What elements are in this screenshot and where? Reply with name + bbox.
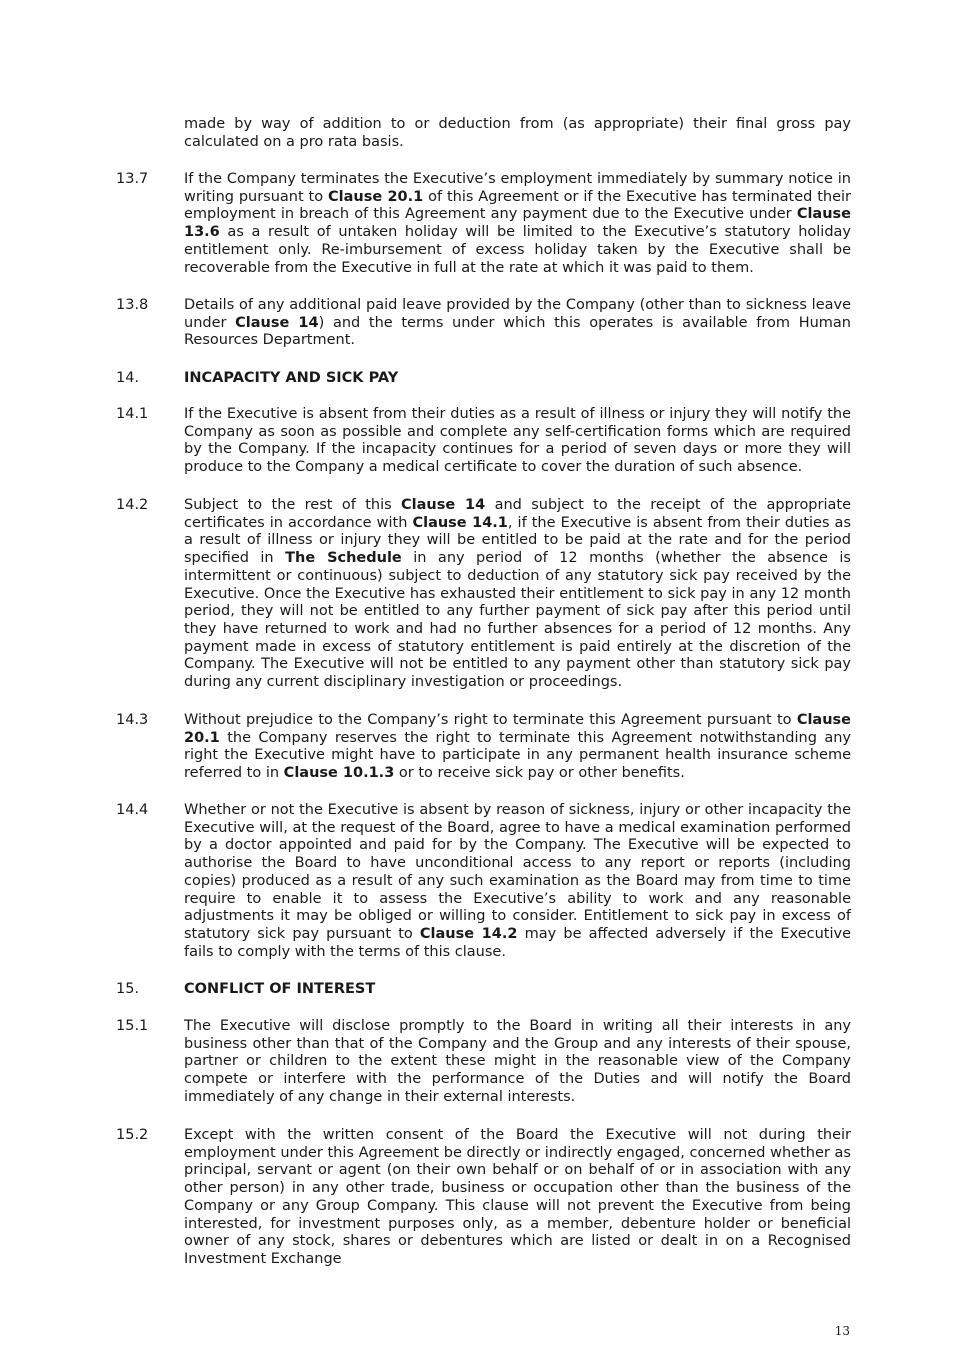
section-title: CONFLICT OF INTEREST bbox=[184, 981, 376, 997]
continuation-paragraph bbox=[116, 116, 851, 151]
clause-14-3 bbox=[116, 712, 851, 783]
page-number: 13 bbox=[834, 1324, 850, 1338]
clause-number: 15.2 bbox=[116, 1127, 149, 1143]
section-number: 14. bbox=[116, 370, 140, 386]
clause-15-1 bbox=[116, 1018, 851, 1107]
clause-number: 14.1 bbox=[116, 406, 149, 422]
section-heading-15 bbox=[116, 981, 851, 999]
clause-text: Subject to the rest of this Clause 14 and subject to the receipt of the appropriate certificates in accordance with Clause 14.1, if the Executive is absent from their duties as a result of illness or injury they will be entitled to be paid at the rate and for the period specified in The Schedule in any period of 12 months (whether the absence is intermittent or continuous) subject to deduction of any statutory sick pay received by the Executive. Once the Executive has exhausted their entitlement to sick pay in any 12 month period, they will not be entitled to any further payment of sick pay after this period until they have returned to work and had no further absences for a period of 12 months. Any payment made in excess of statutory entitlement is paid entirely at the discretion of the Company. The Executive will not be entitled to any payment other than statutory sick pay during any current disciplinary investigation or proceedings. bbox=[184, 497, 851, 691]
clause-13-8 bbox=[116, 297, 851, 350]
clause-reference: Clause 14 bbox=[235, 314, 319, 331]
clause-reference: Clause 14.2 bbox=[419, 925, 518, 942]
clause-text: Except with the written consent of the Board the Executive will not during their employment under this Agreement be directly or indirectly engaged, concerned whether as principal, servant or agent (on their own behalf or on behalf of or in association with any other person) in any other trade, business or occupation other than the business of the Company or any Group Company. This clause will not prevent the Executive from being interested, for investment purposes only, as a member, debenture holder or beneficial owner of any stock, shares or debentures which are listed or dealt in on a Recognised Investment Exchange bbox=[184, 1127, 851, 1267]
clause-number: 13.7 bbox=[116, 171, 149, 187]
clause-14-4 bbox=[116, 802, 851, 961]
clause-reference: Clause 20.1 bbox=[184, 712, 851, 746]
clause-number: 14.2 bbox=[116, 497, 149, 513]
clause-13-7 bbox=[116, 171, 851, 277]
clause-reference: Clause 13.6 bbox=[184, 206, 851, 241]
paragraph-text: made by way of addition to or deduction from (as appropriate) their final gross pay calculated on a pro rata basis. bbox=[184, 116, 851, 150]
clause-number: 14.4 bbox=[116, 802, 149, 818]
clause-text: Whether or not the Executive is absent by reason of sickness, injury or other incapacity the Executive will, at the request of the Board, agree to have a medical examination performed by a doctor appointed and paid for by the Company. The Executive will be expected to authorise the Board to have unconditional access to any report or reports (including copies) produced as a result of any such examination as the Board may from time to time require to enable it to assess the Executive’s ability to work and any reasonable adjustments it may be obliged or willing to consider. Entitlement to sick pay in excess of statutory sick pay pursuant to Clause 14.2 may be affected adversely if the Executive fails to comply with the terms of this clause. bbox=[184, 802, 851, 960]
section-number: 15. bbox=[116, 981, 140, 997]
section-heading-14 bbox=[116, 370, 851, 388]
clause-reference: Clause 14.1 bbox=[412, 514, 508, 531]
clause-text: Without prejudice to the Company’s right to terminate this Agreement pursuant to Clause 20.1 the Company reserves the right to terminate this Agreement notwithstanding any right the Executive might have to participate in any permanent health insurance scheme referred to in Clause 10.1.3 or to receive sick pay or other benefits. bbox=[184, 712, 851, 782]
section-title: INCAPACITY AND SICK PAY bbox=[184, 370, 399, 386]
clause-14-2 bbox=[116, 497, 851, 692]
clause-reference: Clause 14 bbox=[401, 497, 486, 513]
clause-number: 14.3 bbox=[116, 712, 149, 728]
clause-reference: Clause 10.1.3 bbox=[283, 765, 395, 782]
clause-number: 15.1 bbox=[116, 1018, 149, 1034]
clause-text: Details of any additional paid leave provided by the Company (other than to sickness leave under Clause 14) and the terms under which this operates is available from Human Resources Department. bbox=[184, 297, 851, 349]
clause-text: The Executive will disclose promptly to the Board in writing all their interests in any business other than that of the Company and the Group and any interests of their spouse, partner or children to the extent these might in the reasonable view of the Company compete or interfere with the performance of the Duties and will notify the Board immediately of any change in their external interests. bbox=[184, 1018, 851, 1105]
clause-14-1 bbox=[116, 406, 851, 477]
clause-text: If the Executive is absent from their duties as a result of illness or injury they will notify the Company as soon as possible and complete any self-certification forms which are required by the Company. If the incapacity continues for a period of seven days or more they will produce to the Company a medical certificate to cover the duration of such absence. bbox=[184, 406, 851, 476]
clause-15-2 bbox=[116, 1127, 851, 1269]
clause-text: If the Company terminates the Executive’s employment immediately by summary notice in writing pursuant to Clause 20.1 of this Agreement or if the Executive has terminated their employment in breach of this Agreement any payment due to the Executive under Clause 13.6 as a result of untaken holiday will be limited to the Executive’s statutory holiday entitlement only. Re-imbursement of excess holiday taken by the Executive shall be recoverable from the Executive in full at the rate at which it was paid to them. bbox=[184, 171, 851, 276]
clause-number: 13.8 bbox=[116, 297, 149, 313]
clause-reference: Clause 20.1 bbox=[327, 188, 424, 205]
schedule-reference: The Schedule bbox=[285, 550, 402, 567]
